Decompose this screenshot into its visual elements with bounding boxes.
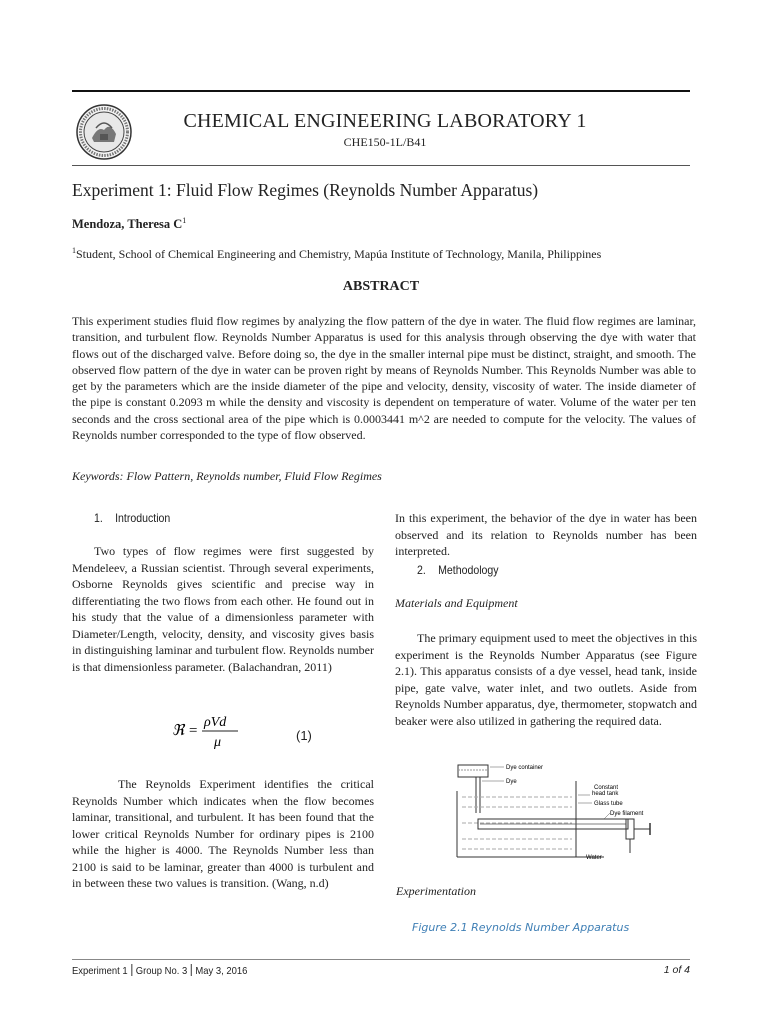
lab-title: CHEMICAL ENGINEERING LABORATORY 1 bbox=[183, 110, 587, 132]
author-text: Mendoza, Theresa C bbox=[72, 217, 183, 232]
equation-lhs: ℜ = bbox=[172, 723, 199, 739]
header-bottom-rule bbox=[72, 165, 690, 166]
experiment-title: Experiment 1: Fluid Flow Regimes (Reynolds Number Apparatus) bbox=[72, 180, 539, 200]
label-dye-container: Dye container bbox=[506, 765, 544, 771]
affiliation-superscript: 1 bbox=[72, 246, 76, 255]
paragraph-text: The Reynolds Experiment identifies the critical Reynolds Number which indicates when the flow becomes laminar, transitional, and turbulent. It has been found that the lower critical Reynolds Number for ordinary pipes is 2100 while the higher is 4000. The Reynolds Number less than 2100 is said to be laminar, greater than 4000 is turbulent and in between these two values is transition. (Wang, n.d) bbox=[72, 777, 374, 890]
abstract-heading: ABSTRACT bbox=[342, 279, 420, 294]
introduction-number: 1. bbox=[94, 511, 103, 525]
footer-rule bbox=[72, 959, 690, 960]
paragraph-text: In this experiment, the behavior of the dye in water has been observed and its relation to Reynolds number has been interpreted. bbox=[395, 511, 697, 558]
introduction-heading bbox=[94, 511, 170, 525]
equation-denominator: μ bbox=[214, 735, 222, 750]
label-dye-filament: Dye filament bbox=[610, 811, 644, 817]
experimentation-subheading: Experimentation bbox=[396, 884, 476, 898]
author-name bbox=[72, 216, 186, 232]
reynolds-apparatus-figure bbox=[454, 761, 664, 869]
introduction-paragraph-1 bbox=[72, 543, 374, 675]
equation-number: (1) bbox=[296, 728, 312, 743]
introduction-paragraph-2 bbox=[72, 776, 374, 892]
author-affiliation bbox=[72, 246, 692, 262]
author-superscript: 1 bbox=[182, 216, 187, 225]
institute-seal-icon bbox=[76, 104, 132, 160]
equation-numerator: ρVd bbox=[204, 715, 227, 730]
affiliation-text: Student, School of Chemical Engineering and Chemistry, Mapúa Institute of Technology, Manila, Philippines bbox=[76, 247, 602, 261]
label-glass-tube: Glass tube bbox=[594, 801, 623, 807]
figure-caption: Figure 2.1 Reynolds Number Apparatus bbox=[412, 921, 630, 934]
introduction-title: Introduction bbox=[115, 511, 171, 525]
footer-separator bbox=[191, 964, 192, 976]
methodology-paragraph-1 bbox=[395, 630, 697, 729]
methodology-heading bbox=[417, 563, 499, 577]
materials-subheading: Materials and Equipment bbox=[395, 596, 518, 610]
footer-separator bbox=[131, 964, 132, 976]
header-top-rule bbox=[72, 90, 690, 92]
label-dye: Dye bbox=[506, 779, 517, 785]
label-water: Water bbox=[586, 855, 602, 861]
footer-group: Group No. 3 bbox=[135, 965, 188, 977]
methodology-title: Methodology bbox=[438, 563, 499, 577]
footer-date: May 3, 2016 bbox=[195, 965, 248, 977]
footer-page-number: 1 of 4 bbox=[663, 964, 690, 976]
label-head-tank: head tank bbox=[592, 791, 619, 797]
abstract-text: This experiment studies fluid flow regimes by analyzing the flow pattern of the dye in water. The fluid flow regimes are laminar, transition, and turbulent flow. Reynolds Number Apparatus is used for this analysis through observing the dye with water that flows out of the discharged valve. Before doing so, the dye in the smaller internal pipe must be distinct, straight, and smooth. The observed flow pattern of the dye in water can be proven right by means of Reynolds Number. This Reynolds Number was able to get by the parameters which are the inside diameter of the pipe and velocity, density, viscosity of water. The inside diameter of the pipe is constant 0.2093 m while the density and viscosity is dependent on temperature of water. Volume of the water per ten seconds and the cross sectional area of the pipe which is 0.0003441 m^2 are needed to compute for the velocity. The values of Reynolds number corresponded to the type of flow observed. bbox=[72, 314, 696, 443]
introduction-paragraph-3 bbox=[395, 510, 697, 560]
paragraph-text: Two types of flow regimes were first suggested by Mendeleev, a Russian scientist. Through several experiments, Osborne Reynolds gives scientific and precise way in differentiating the two flows from each other. He found out in his study that the value of a dimensionless parameter with Diameter/Length, velocity, density, and viscosity gives basis in distinguishing laminar and turbulent flow. Reynolds number is that dimensionless parameter. (Balachandran, 2011) bbox=[72, 544, 374, 674]
paragraph-text: The primary equipment used to meet the objectives in this experiment is the Reynolds Number Apparatus (see Figure 2.1). This apparatus consists of a dye vessel, head tank, inside pipe, gate valve, water inlet, and two outlets. Aside from Reynolds Number apparatus, dye, thermometer, stopwatch and beaker were also utilized in gathering the required data. bbox=[395, 631, 697, 728]
keywords: Keywords: Flow Pattern, Reynolds number, Fluid Flow Regimes bbox=[72, 469, 382, 483]
methodology-number: 2. bbox=[417, 563, 426, 577]
footer-info bbox=[72, 964, 247, 977]
footer-experiment: Experiment 1 bbox=[72, 965, 128, 977]
label-constant: Constant bbox=[594, 785, 619, 791]
course-code: CHE150-1L/B41 bbox=[343, 135, 427, 149]
